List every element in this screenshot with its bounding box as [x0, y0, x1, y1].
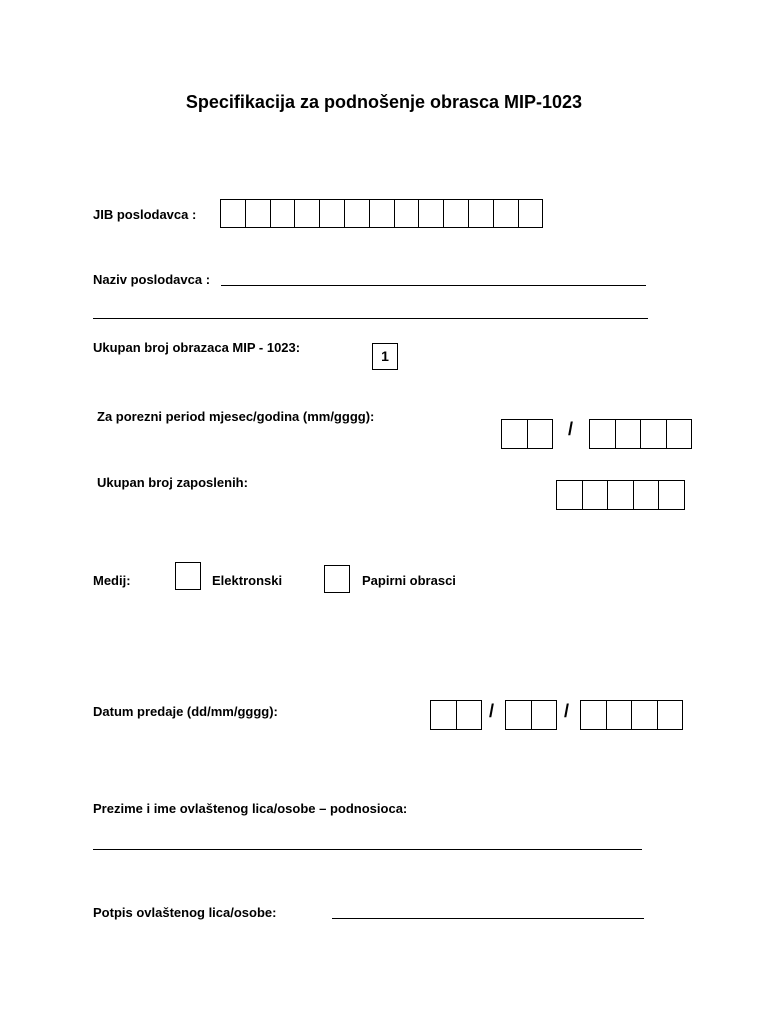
digit-cell[interactable] — [443, 199, 469, 228]
ukupan-obrazaca-value[interactable]: 1 — [372, 343, 398, 370]
datum-day-input[interactable] — [430, 700, 482, 730]
digit-cell[interactable] — [369, 199, 395, 228]
digit-cell[interactable] — [580, 700, 607, 730]
digit-cell[interactable] — [418, 199, 444, 228]
papirni-checkbox[interactable] — [324, 565, 350, 593]
datum-year-input[interactable] — [580, 700, 683, 730]
porezni-period-label: Za porezni period mjesec/godina (mm/gggg): — [97, 409, 375, 424]
digit-cell[interactable] — [607, 480, 634, 510]
digit-cell[interactable] — [518, 199, 544, 228]
digit-cell[interactable] — [394, 199, 420, 228]
digit-cell[interactable] — [531, 700, 558, 730]
jib-label: JIB poslodavca : — [93, 207, 197, 222]
datum-predaje-label: Datum predaje (dd/mm/gggg): — [93, 704, 278, 719]
porezni-period-month-input[interactable] — [501, 419, 553, 449]
naziv-line-1[interactable] — [221, 285, 646, 286]
papirni-label: Papirni obrasci — [362, 573, 456, 588]
prezime-ime-line[interactable] — [93, 849, 642, 850]
digit-cell[interactable] — [220, 199, 246, 228]
digit-cell[interactable] — [615, 419, 642, 449]
digit-cell[interactable] — [493, 199, 519, 228]
digit-cell[interactable] — [657, 700, 684, 730]
zaposleni-input[interactable] — [556, 480, 685, 510]
naziv-line-2[interactable] — [93, 318, 648, 319]
digit-cell[interactable] — [527, 419, 554, 449]
digit-cell[interactable] — [666, 419, 693, 449]
elektronski-label: Elektronski — [212, 573, 283, 588]
digit-cell[interactable] — [631, 700, 658, 730]
period-separator: / — [568, 419, 574, 439]
jib-input[interactable] — [220, 199, 543, 228]
digit-cell[interactable] — [270, 199, 296, 228]
datum-separator-1: / — [489, 701, 495, 721]
zaposleni-label: Ukupan broj zaposlenih: — [97, 475, 248, 490]
digit-cell[interactable] — [319, 199, 345, 228]
elektronski-checkbox[interactable] — [175, 562, 201, 590]
digit-cell[interactable] — [658, 480, 685, 510]
datum-separator-2: / — [564, 701, 570, 721]
digit-cell[interactable] — [606, 700, 633, 730]
digit-cell[interactable] — [245, 199, 271, 228]
medij-label: Medij: — [93, 573, 131, 588]
datum-month-input[interactable] — [505, 700, 557, 730]
digit-cell[interactable] — [556, 480, 583, 510]
digit-cell[interactable] — [640, 419, 667, 449]
digit-cell[interactable] — [456, 700, 483, 730]
naziv-label: Naziv poslodavca : — [93, 272, 211, 287]
digit-cell[interactable] — [582, 480, 609, 510]
ukupan-obrazaca-label: Ukupan broj obrazaca MIP - 1023: — [93, 340, 301, 355]
digit-cell[interactable] — [501, 419, 528, 449]
porezni-period-year-input[interactable] — [589, 419, 692, 449]
digit-cell[interactable] — [505, 700, 532, 730]
digit-cell[interactable] — [589, 419, 616, 449]
prezime-ime-label: Prezime i ime ovlaštenog lica/osobe – podnosioca: — [93, 801, 408, 816]
potpis-line[interactable] — [332, 918, 644, 919]
page-title: Specifikacija za podnošenje obrasca MIP-1023 — [185, 92, 583, 112]
digit-cell[interactable] — [430, 700, 457, 730]
digit-cell[interactable] — [294, 199, 320, 228]
potpis-label: Potpis ovlaštenog lica/osobe: — [93, 905, 277, 920]
digit-cell[interactable] — [633, 480, 660, 510]
digit-cell[interactable] — [344, 199, 370, 228]
digit-cell[interactable] — [468, 199, 494, 228]
